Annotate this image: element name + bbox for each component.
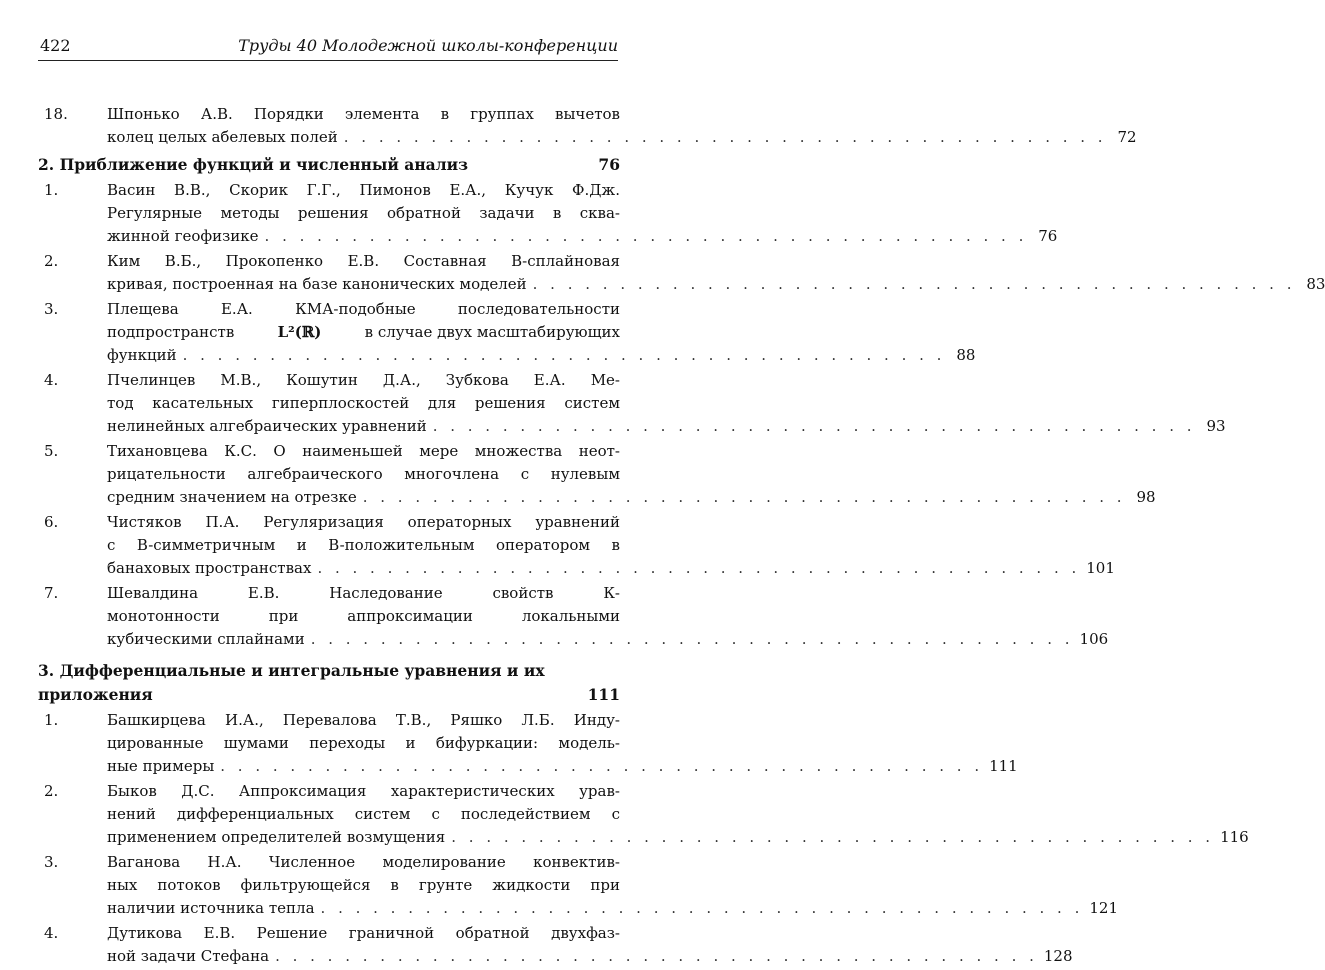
entry-line: Пчелинцев М.В., Кошутин Д.А., Зубкова Е.А. Ме- (107, 371, 620, 389)
section-title-continued: приложения (38, 685, 153, 704)
entry-number: 4. (44, 371, 59, 389)
math-formula: L²(ℝ) (277, 323, 322, 341)
entry-line: банаховых пространствах (107, 559, 312, 577)
dot-leader: . . . . . . . . . . . . . . . . . . . . . . . . . . . . . . . . . . . . . . . . . . . . (275, 947, 1038, 965)
entry-line: колец целых абелевых полей (107, 128, 338, 146)
toc-entry[interactable] (38, 250, 1325, 296)
dot-leader: . . . . . . . . . . . . . . . . . . . . . . . . . . . . . . . . . . . . . . . . . . . . (343, 128, 1107, 146)
entry-page: 98 (1136, 488, 1156, 506)
toc-entry[interactable] (38, 780, 1249, 849)
section-page: 76 (598, 155, 620, 174)
toc-entry[interactable] (38, 179, 1058, 248)
entry-line: Ваганова Н.А. Численное моделирование конвектив- (107, 853, 620, 871)
dot-leader: . . . . . . . . . . . . . . . . . . . . . . . . . . . . . . . . . . . . . . . . . . . . (310, 630, 1074, 648)
entry-line: Васин В.В., Скорик Г.Г., Пимонов Е.А., Кучук Ф.Дж. (107, 181, 620, 199)
toc-entry[interactable] (38, 511, 1115, 580)
entry-line: рицательности алгебраического многочлена с нулевым (107, 465, 620, 483)
entry-page: 121 (1089, 899, 1118, 917)
entry-line: ной задачи Стефана (107, 947, 270, 965)
entry-page: 76 (1038, 227, 1058, 245)
entry-line: ные примеры (107, 757, 215, 775)
entry-number: 7. (44, 584, 59, 602)
entry-line: функций (107, 346, 177, 364)
entry-number: 3. (44, 300, 59, 318)
entry-line: наличии источника тепла (107, 899, 315, 917)
entry-line: Шевалдина Е.В. Наследование свойств К- (107, 584, 620, 602)
dot-leader: . . . . . . . . . . . . . . . . . . . . . . . . . . . . . . . . . . . . . . . . . . . . (362, 488, 1126, 506)
entry-line: жинной геофизике (107, 227, 259, 245)
entry-line: Тихановцева К.С. О наименьшей мере множества неот- (107, 442, 620, 460)
entry-line: цированные шумами переходы и бифуркации: модель- (107, 734, 620, 752)
toc-entry[interactable] (38, 369, 1226, 438)
entry-page: 116 (1220, 828, 1249, 846)
entry-number: 2. (44, 782, 59, 800)
entry-number: 1. (44, 181, 59, 199)
entry-line: с B-симметричным и B-положительным оператором в (107, 536, 620, 554)
dot-leader: . . . . . . . . . . . . . . . . . . . . . . . . . . . . . . . . . . . . . . . . . . . . (317, 559, 1081, 577)
section-title: 2. Приближение функций и численный анализ (38, 155, 469, 174)
entry-line: Шпонько А.В. Порядки элемента в группах вычетов (107, 105, 620, 123)
toc-entry[interactable] (38, 440, 1156, 509)
entry-line: монотонности при аппроксимации локальными (107, 607, 620, 625)
entry-number: 6. (44, 513, 59, 531)
entry-line: Регулярные методы решения обратной задачи в сква- (107, 204, 620, 222)
entry-line: применением определителей возмущения (107, 828, 446, 846)
dot-leader: . . . . . . . . . . . . . . . . . . . . . . . . . . . . . . . . . . . . . . . . . . . . (182, 346, 946, 364)
entry-line: нений дифференциальных систем с последействием с (107, 805, 620, 823)
section-title: 3. Дифференциальные и интегральные уравнения и их (38, 661, 545, 680)
entry-page: 72 (1117, 128, 1137, 146)
dot-leader: . . . . . . . . . . . . . . . . . . . . . . . . . . . . . . . . . . . . . . . . . . . . (451, 828, 1215, 846)
table-of-contents (38, 103, 1325, 970)
entry-number: 1. (44, 711, 59, 729)
entry-line: Ким В.Б., Прокопенко Е.В. Составная В-сплайновая (107, 252, 620, 270)
entry-line: средним значением на отрезке (107, 488, 357, 506)
running-title: Труды 40 Молодежной школы-конференции (238, 36, 618, 55)
page-number: 422 (40, 36, 71, 55)
entry-line: Чистяков П.А. Регуляризация операторных уравнений (107, 513, 620, 531)
toc-entry[interactable] (38, 851, 1118, 920)
dot-leader: . . . . . . . . . . . . . . . . . . . . . . . . . . . . . . . . . . . . . . . . . . . . (264, 227, 1028, 245)
entry-line: Башкирцева И.А., Перевалова Т.В., Ряшко Л.Б. Инду- (107, 711, 620, 729)
dot-leader: . . . . . . . . . . . . . . . . . . . . . . . . . . . . . . . . . . . . . . . . . . . . (220, 757, 984, 775)
entry-line: Быков Д.С. Аппроксимация характеристических урав- (107, 782, 620, 800)
entry-page: 111 (989, 757, 1018, 775)
entry-number: 18. (44, 105, 68, 123)
page-header (38, 36, 618, 61)
entry-number: 4. (44, 924, 59, 942)
entry-line: нелинейных алгебраических уравнений (107, 417, 427, 435)
entry-line: кривая, построенная на базе канонических моделей (107, 275, 527, 293)
entry-page: 83 (1306, 275, 1325, 293)
entry-number: 3. (44, 853, 59, 871)
toc-entry[interactable] (38, 922, 1073, 968)
entry-page: 101 (1086, 559, 1115, 577)
section-heading[interactable] (38, 153, 620, 177)
toc-entry[interactable] (38, 298, 976, 367)
entry-line: в случае двух масштабирующих (364, 323, 620, 341)
entry-page: 128 (1043, 947, 1073, 965)
entry-line: подпространств (107, 323, 235, 341)
dot-leader: . . . . . . . . . . . . . . . . . . . . . . . . . . . . . . . . . . . . . . . . . . . . (320, 899, 1084, 917)
entry-page: 93 (1206, 417, 1226, 435)
toc-entry[interactable] (38, 709, 1018, 778)
toc-entry[interactable] (38, 103, 1137, 149)
entry-line: тод касательных гиперплоскостей для решения систем (107, 394, 620, 412)
section-page: 111 (587, 685, 620, 704)
entry-number: 2. (44, 252, 59, 270)
section-heading[interactable] (38, 659, 620, 707)
entry-page: 88 (956, 346, 976, 364)
entry-number: 5. (44, 442, 59, 460)
toc-entry[interactable] (38, 582, 1109, 651)
entry-line: Плещева Е.А. КМА-подобные последовательности (107, 300, 620, 318)
entry-page: 106 (1079, 630, 1109, 648)
dot-leader: . . . . . . . . . . . . . . . . . . . . . . . . . . . . . . . . . . . . . . . . . . . . (532, 275, 1296, 293)
entry-line: ных потоков фильтрующейся в грунте жидкости при (107, 876, 620, 894)
entry-line: Дутикова Е.В. Решение граничной обратной двухфаз- (107, 924, 620, 942)
entry-line: кубическими сплайнами (107, 630, 305, 648)
dot-leader: . . . . . . . . . . . . . . . . . . . . . . . . . . . . . . . . . . . . . . . . . . . . (432, 417, 1196, 435)
